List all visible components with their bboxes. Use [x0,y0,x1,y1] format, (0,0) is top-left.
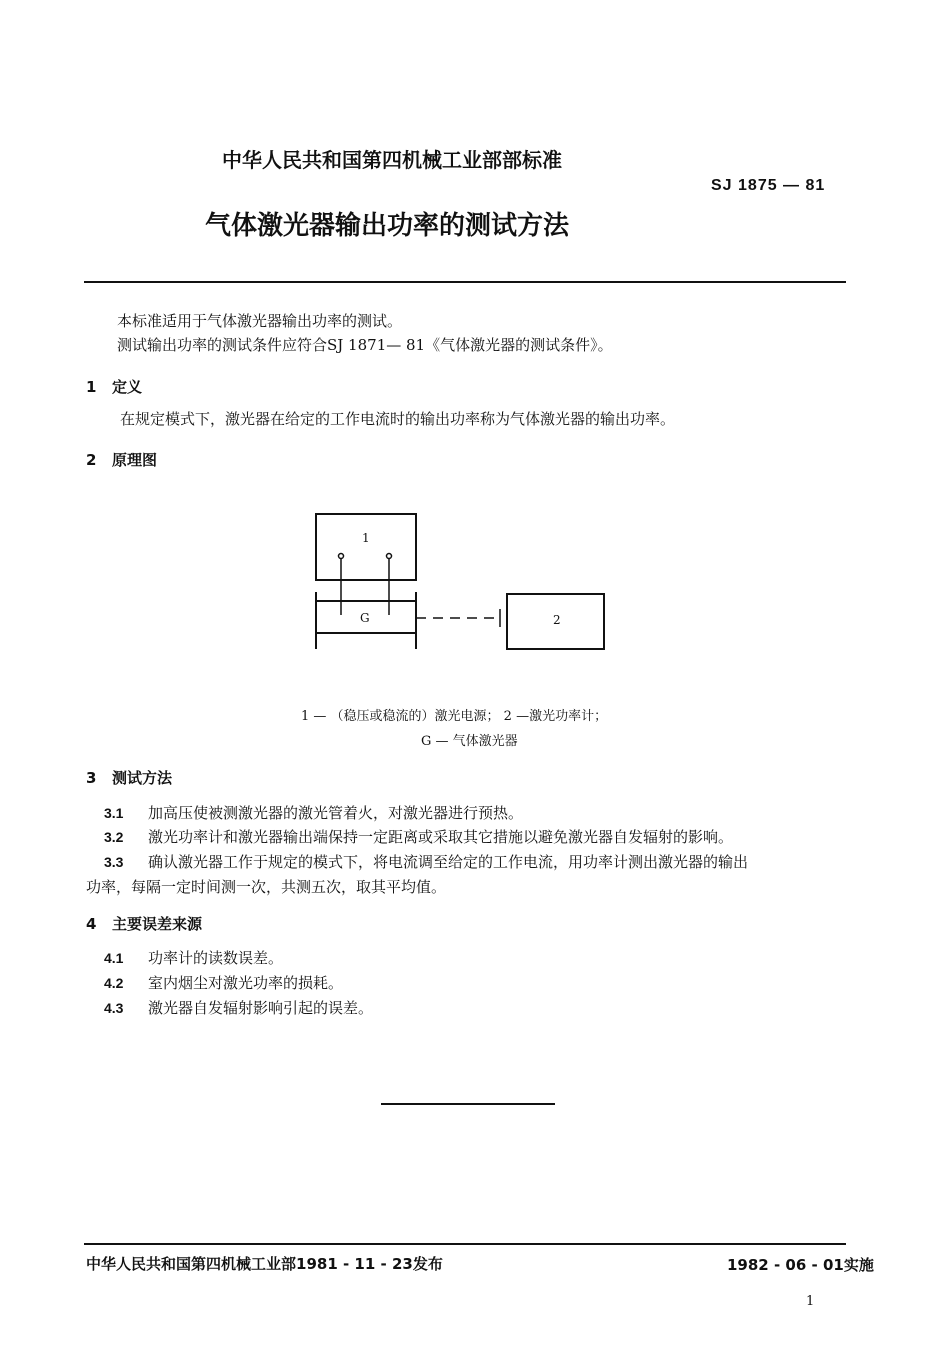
principle-diagram [300,505,620,665]
clause-text: 激光功率计和激光器输出端保持一定距离或采取其它措施以避免激光器自发辐射的影响。 [148,828,734,846]
diagram-caption-line-2: G — 气体激光器 [421,734,518,749]
section-1-text: 在规定模式下，激光器在给定的工作电流时的输出功率称为气体激光器的输出功率。 [120,410,676,428]
clause-number: 3.1 [104,805,124,821]
clause-text: 加高压使被测激光器的激光管着火，对激光器进行预热。 [148,804,524,822]
footer-divider [84,1243,846,1245]
section-2-heading [86,449,157,470]
section-number: 3 [86,769,97,787]
section-title: 测试方法 [112,769,173,787]
clause-3-2 [104,826,733,847]
section-4-heading [86,913,202,934]
clause-text: 室内烟尘对激光功率的损耗。 [148,974,344,992]
power-supply-label: 1 [362,531,370,545]
clause-text: 确认激光器工作于规定的模式下，将电流调至给定的工作电流，用功率计测出激光器的输出 [148,853,749,871]
clause-3-3 [104,851,748,872]
issue-date: 中华人民共和国第四机械工业部1981 - 11 - 23发布 [86,1255,443,1273]
intro-line-1: 本标准适用于气体激光器输出功率的测试。 [117,312,403,330]
clause-3-1 [104,802,523,823]
section-number: 2 [86,451,97,469]
clause-text: 功率计的读数误差。 [148,949,284,967]
clause-number: 4.2 [104,975,124,991]
effective-date: 1982 - 06 - 01实施 [727,1256,874,1274]
clause-number: 4.1 [104,950,124,966]
section-title: 主要误差来源 [112,915,203,933]
clause-4-3 [104,997,373,1018]
section-number: 1 [86,378,97,396]
laser-label: G [360,611,370,625]
terminal-left [339,554,344,559]
terminal-right [387,554,392,559]
diagram-caption-line-1: 1 — （稳压或稳流的）激光电源； 2 —激光功率计； [301,709,608,724]
section-1-heading [86,376,142,397]
section-3-heading [86,767,172,788]
standard-code: SJ 1875 — 81 [711,177,826,194]
power-meter-label: 2 [553,613,561,627]
clause-text: 激光器自发辐射影响引起的误差。 [148,999,374,1017]
header-divider [84,281,846,283]
page-number: 1 [806,1294,815,1309]
section-title: 原理图 [112,451,158,469]
intro-line-2: 测试输出功率的测试条件应符合SJ 1871— 81《气体激光器的测试条件》。 [117,336,613,354]
section-number: 4 [86,915,97,933]
clause-number: 4.3 [104,1000,124,1016]
clause-number: 3.3 [104,854,124,870]
clause-4-2 [104,972,343,993]
power-supply-box [316,514,416,580]
section-title: 定义 [112,378,143,396]
clause-4-1 [104,947,283,968]
clause-number: 3.2 [104,829,124,845]
document-title: 气体激光器输出功率的测试方法 [205,211,570,241]
end-of-text-rule [381,1103,555,1105]
clause-3-3-continuation: 功率，每隔一定时间测一次，共测五次，取其平均值。 [86,878,447,896]
issuing-organization: 中华人民共和国第四机械工业部部标准 [222,148,562,172]
